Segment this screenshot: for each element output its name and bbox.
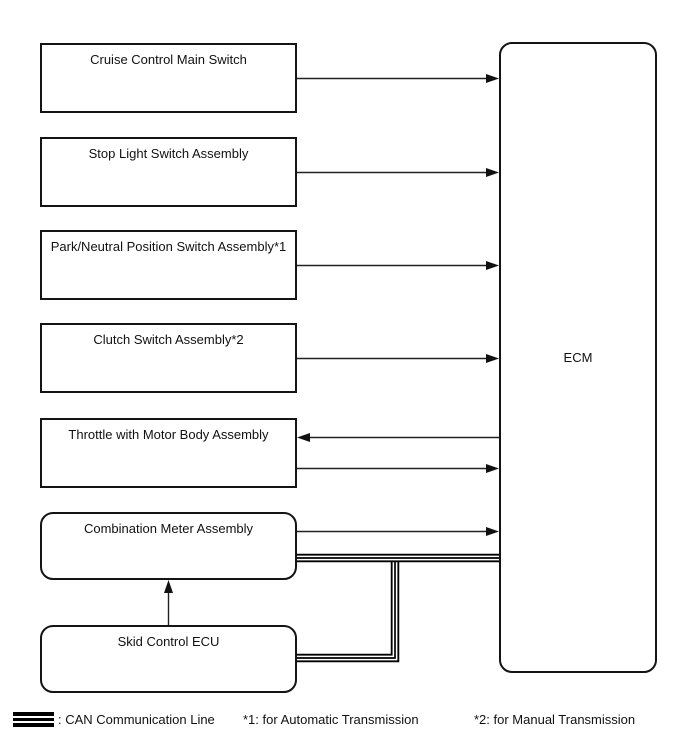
arrow-combination-meter-to-ecm	[297, 527, 499, 536]
arrow-stop-light-to-ecm	[297, 168, 499, 177]
component-box-clutch-switch-assembly	[40, 323, 297, 393]
component-box-throttle-motor-body-assembly	[40, 418, 297, 488]
component-label: Skid Control ECU	[117, 634, 220, 649]
arrow-throttle-to-ecm	[297, 464, 499, 473]
component-label: Clutch Switch Assembly*2	[93, 332, 244, 347]
component-box-stop-light-switch-assembly	[40, 137, 297, 207]
component-label: Combination Meter Assembly	[83, 521, 254, 536]
component-box-cruise-control-main-switch	[40, 43, 297, 113]
legend-note-automatic-transmission: *1: for Automatic Transmission	[243, 712, 419, 727]
component-box-combination-meter-assembly	[40, 512, 297, 580]
ecm-label: ECM	[563, 350, 593, 365]
arrow-clutch-switch-to-ecm	[297, 354, 499, 363]
arrow-skid-control-to-combination-meter	[164, 580, 173, 625]
component-box-park-neutral-position-switch	[40, 230, 297, 300]
arrow-park-neutral-to-ecm	[297, 261, 499, 270]
legend-can-label: : CAN Communication Line	[58, 712, 215, 727]
arrow-ecm-to-throttle	[297, 433, 499, 442]
component-label: Stop Light Switch Assembly	[88, 146, 249, 161]
component-label: Throttle with Motor Body Assembly	[68, 427, 269, 442]
can-line-skid-control-to-ecm	[296, 558, 395, 658]
can-line-symbol-icon	[13, 712, 54, 727]
component-box-skid-control-ecu	[40, 625, 297, 693]
arrow-cruise-control-to-ecm	[297, 74, 499, 83]
component-box-ecm	[499, 42, 657, 673]
legend-note-manual-transmission: *2: for Manual Transmission	[474, 712, 636, 727]
component-label: Cruise Control Main Switch	[90, 52, 247, 67]
component-label: Park/Neutral Position Switch Assembly*1	[50, 239, 287, 254]
